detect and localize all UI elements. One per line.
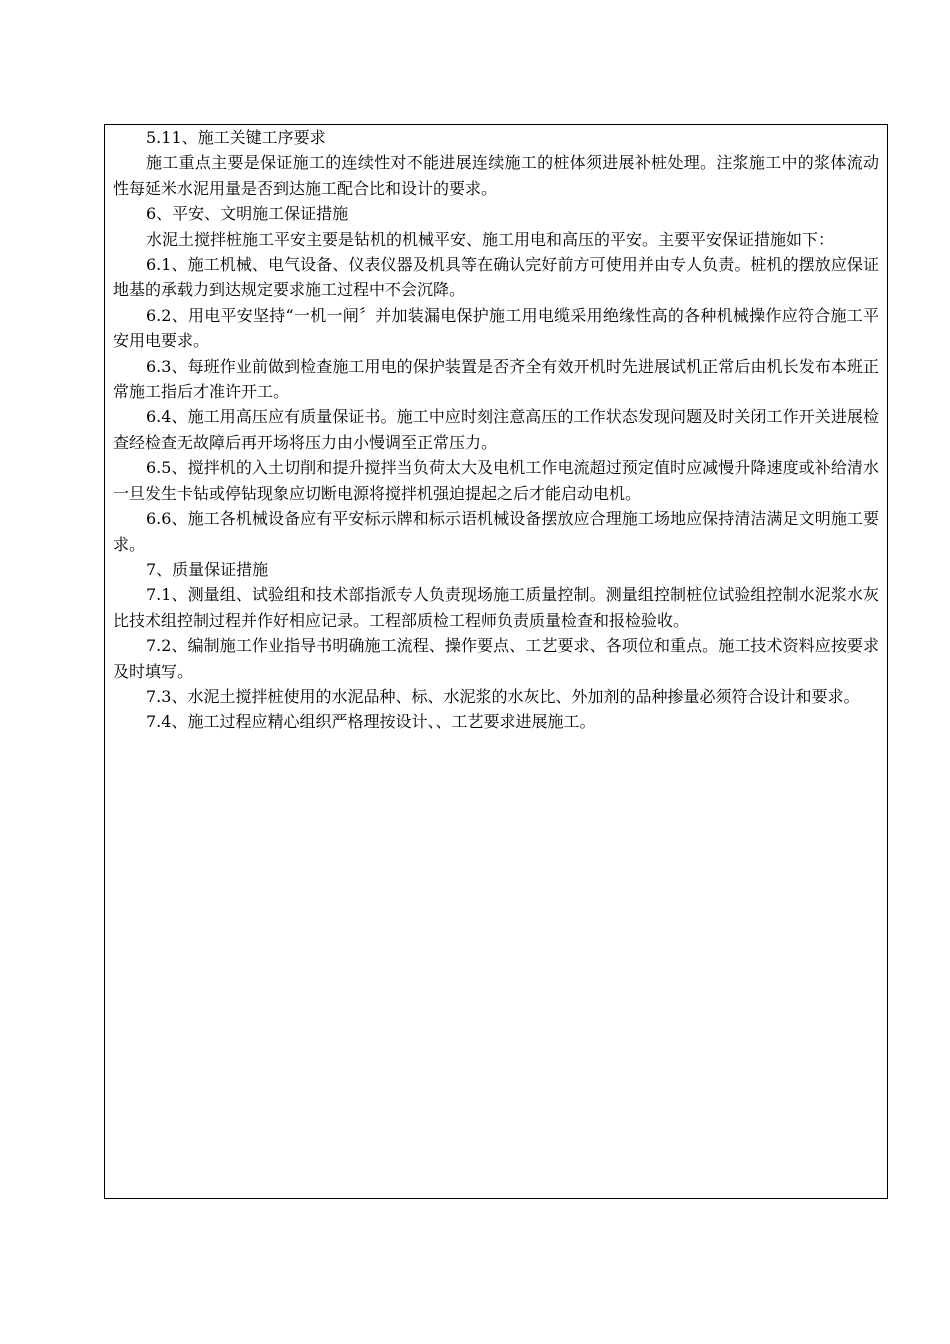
paragraph: 6.4、施工用高压应有质量保证书。施工中应时刻注意高压的工作状态发现问题及时关闭工作开关进展检查经检查无故障后再开场将压力由小慢调至正常压力。	[113, 407, 879, 452]
document-body	[113, 125, 879, 735]
paragraph: 7.3、水泥土搅拌桩使用的水泥品种、标、水泥浆的水灰比、外加剂的品种掺量必须符合设计和要求。	[146, 686, 860, 706]
document-frame	[104, 124, 888, 1199]
section-heading-6: 6、平安、文明施工保证措施	[146, 204, 349, 224]
paragraph: 6.6、施工各机械设备应有平安标示牌和标示语机械设备摆放应合理施工场地应保持清洁满足文明施工要求。	[113, 509, 879, 554]
paragraph: 7.4、施工过程应精心组织严格理按设计、、工艺要求进展施工。	[146, 712, 596, 732]
paragraph: 6.2、用电平安坚持“一机一闸〞并加装漏电保护施工用电缆采用绝缘性高的各种机械操作应符合施工平安用电要求。	[113, 305, 879, 351]
paragraph: 7.2、编制施工作业指导书明确施工流程、操作要点、工艺要求、各项位和重点。施工技术资料应按要求及时填写。	[113, 636, 879, 681]
section-heading-5-11: 5.11、施工关键工序要求	[146, 128, 326, 147]
section-heading-7: 7、质量保证措施	[146, 559, 269, 579]
paragraph: 6.5、搅拌机的入土切削和提升搅拌当负荷太大及电机工作电流超过预定值时应减慢升降速度或补给清水一旦发生卡钻或停钻现象应切断电源将搅拌机强迫提起之后才能启动电机。	[113, 458, 879, 503]
paragraph: 施工重点主要是保证施工的连续性对不能进展连续施工的桩体须进展补桩处理。注浆施工中的浆体流动性每延米水泥用量是否到达施工配合比和设计的要求。	[113, 153, 879, 198]
paragraph: 7.1、测量组、试验组和技术部指派专人负责现场施工质量控制。测量组控制桩位试验组控制水泥浆水灰比技术组控制过程并作好相应记录。工程部质检工程师负责质量检查和报检验收。	[113, 585, 879, 630]
paragraph: 6.1、施工机械、电气设备、仪表仪器及机具等在确认完好前方可使用并由专人负责。桩机的摆放应保证地基的承载力到达规定要求施工过程中不会沉降。	[113, 255, 879, 300]
paragraph: 水泥土搅拌桩施工平安主要是钻机的机械平安、施工用电和高压的平安。主要平安保证措施如下：	[146, 229, 835, 249]
paragraph: 6.3、每班作业前做到检查施工用电的保护装置是否齐全有效开机时先进展试机正常后由机长发布本班正常施工指后才准许开工。	[113, 356, 879, 402]
